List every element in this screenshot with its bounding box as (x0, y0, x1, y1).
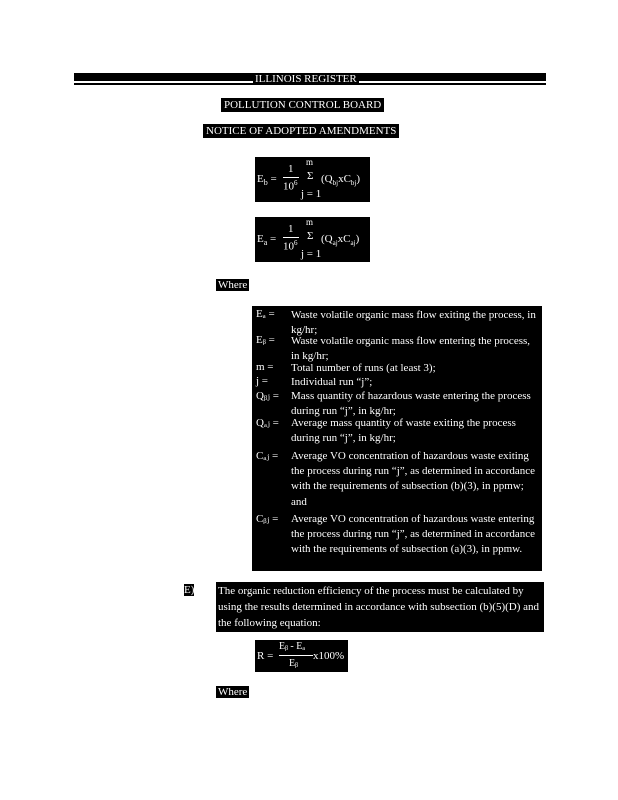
definitions-list: Eₐ = Waste volatile organic mass flow exiting the process, in kg/hr; Eᵦ = Waste volatile organic mass flow entering the process, in kg/hr; m = Total number of runs (at least 3); j = Individual run “j”; Qᵦⱼ = Mass quantity of hazardous waste entering the process during run “j”, in kg/hr; Qₐⱼ = Average mass quantity of waste exiting the process during run “j”, in kg/hr; Cₐⱼ = Average VO concentration of hazardous waste exiting the process during run “j”, as determined in accordance with the requirements of subsection (b)(3), in ppmw; and Cᵦⱼ = Average VO concentration of hazardous waste entering the process during run “j”, as determined in accordance with the requirements of subsection (a)(3), in ppmw. (252, 306, 542, 571)
where-label: Where (218, 279, 248, 291)
frac-num: 1 (288, 163, 294, 175)
frac-num: 1 (288, 223, 294, 235)
item-letter: E) (184, 584, 195, 596)
sum-upper: m (306, 157, 314, 167)
frac-den: $10^6$ (283, 179, 298, 193)
sum-lower: j = 1 (301, 188, 322, 200)
sum-upper: m (306, 217, 314, 227)
frac-bar (283, 177, 299, 178)
frac-bar (279, 655, 313, 656)
frac-bar (283, 237, 299, 238)
sigma-icon: Σ (307, 230, 314, 242)
where-label-2: Where (218, 686, 248, 698)
eq-lhs: $E_b$ = (257, 173, 277, 188)
frac-den: Eᵦ (289, 658, 298, 669)
frac-den: $10^6$ (283, 239, 298, 253)
instruction-paragraph: The organic reduction efficiency of the process must be calculated by using the results determined in accordance with subsection (b)(5)(D) and the following equation: (216, 582, 544, 632)
sigma-icon: Σ (307, 170, 314, 182)
frac-num: Eᵦ - Eₐ (279, 641, 306, 652)
board-title: POLLUTION CONTROL BOARD (221, 98, 384, 112)
notice-title: NOTICE OF ADOPTED AMENDMENTS (203, 124, 399, 138)
eq-term: $(Q_{bj}xC_{bj})$ (321, 173, 361, 188)
eq-lhs: R = (257, 650, 274, 662)
sum-lower: j = 1 (301, 248, 322, 260)
equation-eb (255, 157, 370, 202)
equation-ea (255, 217, 370, 262)
equation-r (255, 640, 348, 672)
eq-lhs: $E_a$ = (257, 233, 277, 248)
multiplier: x100% (313, 650, 345, 662)
register-title: ILLINOIS REGISTER (255, 73, 357, 85)
eq-term: $(Q_{aj}xC_{aj})$ (321, 233, 360, 248)
